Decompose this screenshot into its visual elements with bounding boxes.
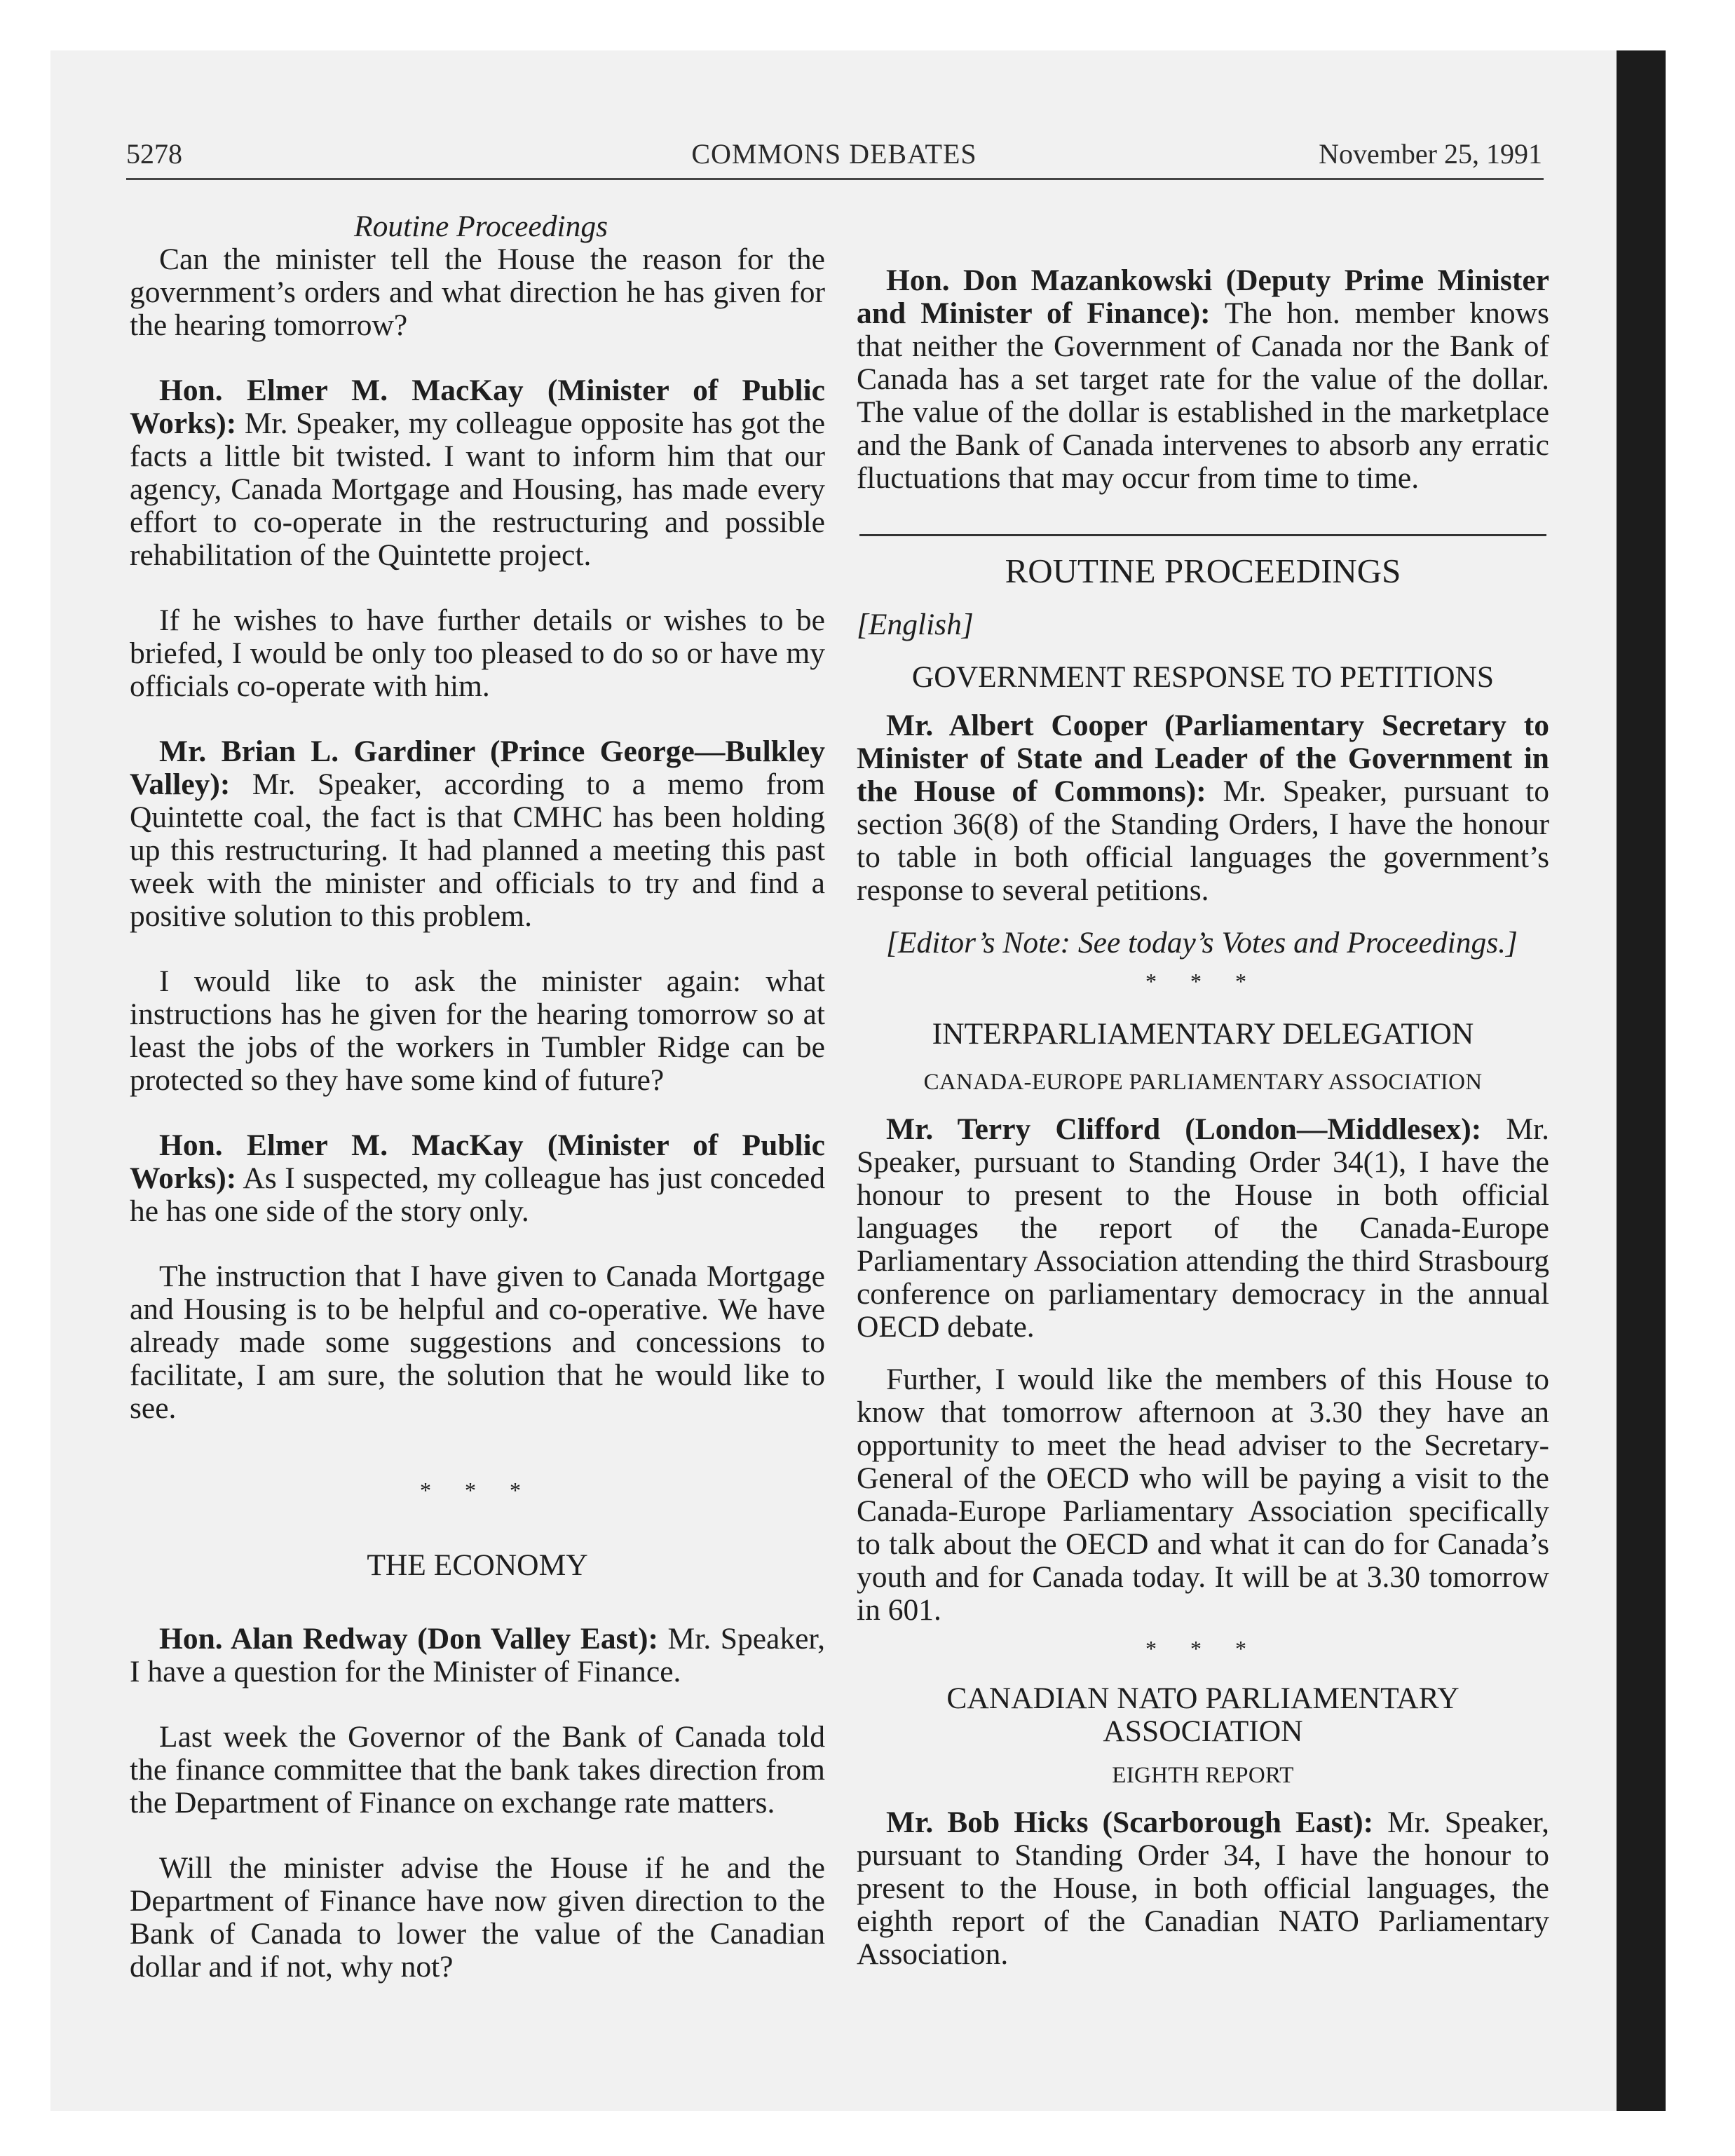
speech-text: As I suspected, my colleague has just conceded he has one side of the story only. [130, 1161, 825, 1228]
speech-paragraph [130, 1623, 825, 1688]
speech-text: Mr. Speaker, pursuant to Standing Order 34(1), I have the honour to present to the House in both official languages the report of the Canada-Europe Parliamentary Association attending the third Strasbourg conference on parliamentary democracy in the annual OECD debate. [857, 1112, 1549, 1344]
speaker-name: Hon. Alan Redway (Don Valley East): [159, 1622, 658, 1656]
speaker-name: Mr. Bob Hicks (Scarborough East): [886, 1806, 1374, 1839]
speech-paragraph [130, 1129, 825, 1228]
header-rule [126, 178, 1544, 180]
section-heading: THE ECONOMY [367, 1548, 588, 1582]
speech-text: Mr. Speaker, pursuant to Standing Order 34, I have the honour to present to the House, in both official languages, the eighth report of the Canadian NATO Parliamentary Association. [857, 1806, 1549, 1971]
left-column [130, 210, 825, 1984]
major-heading: ROUTINE PROCEEDINGS [1005, 552, 1401, 590]
speech-text: Mr. Speaker, my colleague opposite has got the facts a little bit twisted. I want to inform him that our agency, Canada Mortgage and Housing, has made every effort to co-operate in the restructuring and possible rehabilitation of the Quintette project. [130, 407, 825, 572]
page-header [126, 137, 1542, 179]
journal-title: COMMONS DEBATES [691, 138, 977, 170]
running-head: Routine Proceedings [354, 210, 608, 243]
speech-text: Mr. Speaker, pursuant to section 36(8) of the Standing Orders, I have the honour to table in both official languages the government’s response to several petitions. [857, 775, 1549, 907]
section-heading: INTERPARLIAMENTARY DELEGATION [932, 1017, 1474, 1051]
speech-paragraph [857, 709, 1549, 907]
paragraph: If he wishes to have further details or wishes to be briefed, I would be only too pleased to do so or have my officials co-operate with him. [130, 603, 825, 703]
editors-note: [Editor’s Note: See today’s Votes and Proceedings.] [886, 926, 1518, 960]
section-rule [859, 534, 1546, 536]
speech-text: Mr. Speaker, I have a question for the Minister of Finance. [130, 1622, 825, 1688]
speaker-name: Hon. Elmer M. MacKay (Minister of Public Works): [130, 1128, 825, 1195]
speech-paragraph [857, 264, 1549, 495]
speaker-name: Mr. Brian L. Gardiner (Prince George—Bulkley Valley): [130, 735, 825, 801]
speech-paragraph [130, 735, 825, 933]
speaker-name: Mr. Albert Cooper (Parliamentary Secretary to Minister of State and Leader of the Government in the House of Commons): [857, 709, 1549, 808]
speech-paragraph [130, 374, 825, 572]
publication-date: November 25, 1991 [1319, 138, 1542, 170]
sub-heading: EIGHTH REPORT [1112, 1763, 1294, 1788]
speech-paragraph [857, 1806, 1549, 1971]
page-number: 5278 [126, 138, 182, 170]
speaker-name: Mr. Terry Clifford (London—Middlesex): [886, 1112, 1482, 1146]
paragraph: The instruction that I have given to Canada Mortgage and Housing is to be helpful and co-operative. We have already made some suggestions and concessions to facilitate, I am sure, the solution that he would like to see. [130, 1260, 825, 1425]
speech-text: Mr. Speaker, according to a memo from Quintette coal, the fact is that CMHC has been holding up this restructuring. It had planned a meeting this past week with the minister and officials to try and find a positive solution to this problem. [130, 767, 825, 933]
sub-heading: CANADA-EUROPE PARLIAMENTARY ASSOCIATION [923, 1070, 1483, 1095]
paragraph: Last week the Governor of the Bank of Canada told the finance committee that the bank takes direction from the Department of Finance on exchange rate matters. [130, 1720, 825, 1820]
scan-edge-band [1617, 50, 1666, 2111]
section-heading: CANADIAN NATO PARLIAMENTARY ASSOCIATION [946, 1681, 1460, 1748]
speaker-name: Hon. Don Mazankowski (Deputy Prime Minister and Minister of Finance): [857, 264, 1549, 330]
speaker-name: Hon. Elmer M. MacKay (Minister of Public Works): [130, 374, 825, 440]
right-column [857, 264, 1549, 1971]
section-separator: * * * [420, 1478, 535, 1503]
language-tag: [English] [857, 608, 974, 641]
paragraph: Further, I would like the members of this House to know that tomorrow afternoon at 3.30 they have an opportunity to meet the head adviser to the Secretary-General of the OECD who will be paying a visit to the Canada-Europe Parliamentary Association specifically to talk about the OECD and what it can do for Canada’s youth and for Canada today. It will be at 3.30 tomorrow in 601. [857, 1363, 1549, 1627]
paragraph: I would like to ask the minister again: what instructions has he given for the hearing tomorrow so at least the jobs of the workers in Tumbler Ridge can be protected so they have some kind of future? [130, 964, 825, 1097]
speech-text: The hon. member knows that neither the Government of Canada nor the Bank of Canada has a set target rate for the value of the dollar. The value of the dollar is established in the marketplace and the Bank of Canada intervenes to absorb any erratic fluctuations that may occur from time to time. [857, 296, 1549, 495]
section-heading: GOVERNMENT RESPONSE TO PETITIONS [911, 660, 1495, 694]
paragraph: Can the minister tell the House the reason for the government’s orders and what direction he has given for the hearing tomorrow? [130, 243, 825, 342]
section-separator: * * * [1145, 969, 1260, 994]
speech-paragraph [857, 1113, 1549, 1344]
paragraph: Will the minister advise the House if he and the Department of Finance have now given direction to the Bank of Canada to lower the value of the Canadian dollar and if not, why not? [130, 1851, 825, 1984]
section-separator: * * * [1145, 1636, 1260, 1661]
